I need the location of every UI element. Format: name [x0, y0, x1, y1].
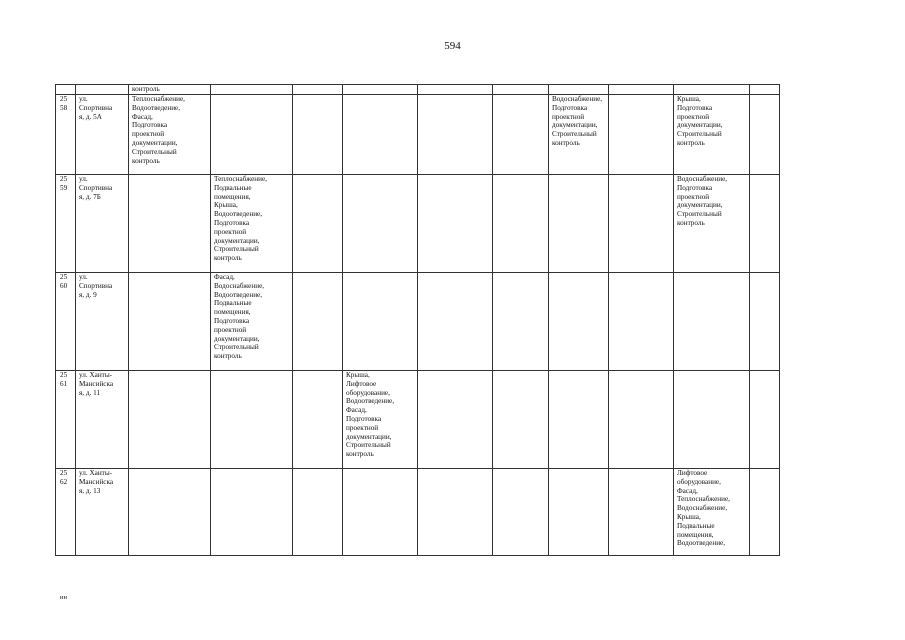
works-cell [211, 371, 293, 469]
works-cell [674, 273, 750, 371]
works-cell [493, 175, 549, 273]
works-cell [493, 469, 549, 556]
row-number-cell: 25 59 [56, 175, 76, 273]
works-cell [493, 273, 549, 371]
table-row [56, 175, 780, 273]
works-cell [343, 273, 418, 371]
works-cell [343, 85, 418, 95]
works-cell: Водоснабжение, Подготовка проектной документации, Строительный контроль [549, 95, 609, 175]
row-number-cell: 25 60 [56, 273, 76, 371]
works-cell [750, 95, 780, 175]
works-cell: Фасад, Водоснабжение, Водоотведение, Подвальные помещения, Подготовка проектной документации, Строительный контроль [211, 273, 293, 371]
works-cell [609, 371, 674, 469]
works-cell [418, 175, 493, 273]
works-cell [674, 85, 750, 95]
works-cell [750, 85, 780, 95]
works-cell [293, 175, 343, 273]
row-number-cell: 25 62 [56, 469, 76, 556]
works-cell: Теплоснабжение, Подвальные помещения, Крыша, Водоотведение, Подготовка проектной документации, Строительный контроль [211, 175, 293, 273]
address-cell: ул. Спортивна я, д. 7Б [76, 175, 129, 273]
works-cell [129, 371, 211, 469]
works-cell [211, 85, 293, 95]
works-cell [750, 469, 780, 556]
works-cell [418, 95, 493, 175]
works-cell [293, 273, 343, 371]
address-cell [76, 85, 129, 95]
page-number: 594 [444, 40, 461, 52]
works-cell [343, 95, 418, 175]
row-number-cell: 25 61 [56, 371, 76, 469]
works-cell: Теплоснабжение, Водоотведение, Фасад, Подготовка проектной документации, Строительный контроль [129, 95, 211, 175]
table-row [56, 469, 780, 556]
works-cell [609, 85, 674, 95]
works-cell: Лифтовое оборудование, Фасад, Теплоснабжение, Водоснабжение, Крыша, Подвальные помещения, Водоотведение, [674, 469, 750, 556]
works-cell: контроль [129, 85, 211, 95]
works-cell [549, 273, 609, 371]
works-cell: Водоснабжение, Подготовка проектной документации, Строительный контроль [674, 175, 750, 273]
works-cell [418, 85, 493, 95]
table-row [56, 273, 780, 371]
works-cell [549, 175, 609, 273]
works-cell [609, 469, 674, 556]
works-cell [493, 371, 549, 469]
works-cell [674, 371, 750, 469]
works-cell [750, 371, 780, 469]
works-cell [750, 175, 780, 273]
footer-mark: нн [60, 594, 67, 601]
works-cell [211, 469, 293, 556]
works-cell [129, 175, 211, 273]
address-cell: ул. Спортивна я, д. 5А [76, 95, 129, 175]
table-row [56, 371, 780, 469]
works-cell [343, 175, 418, 273]
works-cell [293, 469, 343, 556]
works-cell [549, 469, 609, 556]
works-cell [493, 95, 549, 175]
works-schedule-table [55, 84, 780, 556]
row-number-cell: 25 58 [56, 95, 76, 175]
row-number-cell [56, 85, 76, 95]
works-cell [293, 95, 343, 175]
works-cell: Крыша, Подготовка проектной документации, Строительный контроль [674, 95, 750, 175]
table-body [56, 85, 780, 556]
works-cell [609, 175, 674, 273]
works-cell [609, 273, 674, 371]
works-cell: Крыша, Лифтовое оборудование, Водоотведение, Фасад, Подготовка проектной документации, Строительный контроль [343, 371, 418, 469]
works-cell [418, 371, 493, 469]
works-cell [750, 273, 780, 371]
table-row [56, 95, 780, 175]
address-cell: ул. Спортивна я, д. 9 [76, 273, 129, 371]
works-cell [293, 371, 343, 469]
works-cell [418, 469, 493, 556]
table-row [56, 85, 780, 95]
works-cell [418, 273, 493, 371]
works-cell [549, 371, 609, 469]
works-cell [293, 85, 343, 95]
works-cell [343, 469, 418, 556]
works-cell [549, 85, 609, 95]
address-cell: ул. Ханты- Мансийска я, д. 11 [76, 371, 129, 469]
works-cell [129, 469, 211, 556]
works-cell [129, 273, 211, 371]
works-cell [609, 95, 674, 175]
works-cell [211, 95, 293, 175]
address-cell: ул. Ханты- Мансийска я, д. 13 [76, 469, 129, 556]
works-cell [493, 85, 549, 95]
